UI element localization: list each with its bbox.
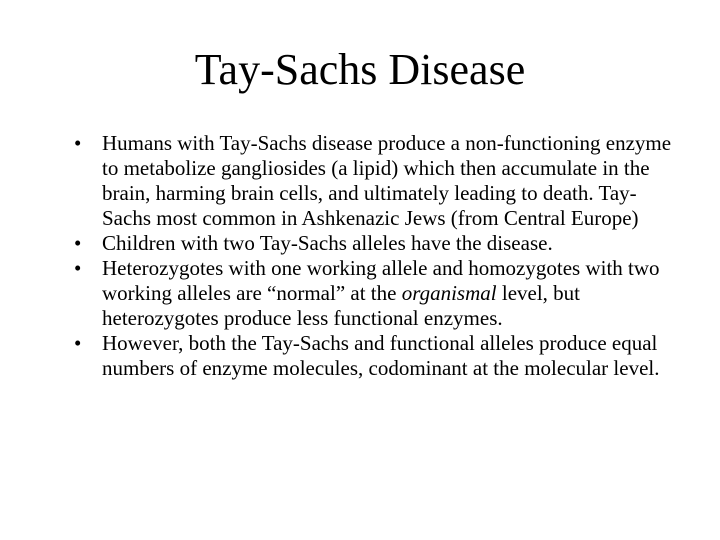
bullet-text-3-after: level, but heterozygotes produce less functional enzymes. xyxy=(102,281,581,330)
bullet-text-4: However, both the Tay-Sachs and functional alleles produce equal numbers of enzyme molecules, codominant at the molecular level. xyxy=(102,331,660,380)
bullet-icon: • xyxy=(74,231,82,255)
bullet-item-4 xyxy=(74,331,684,381)
bullet-text-3-before: Heterozygotes with one working allele and homozygotes with two working alleles are “normal” at the xyxy=(102,256,660,305)
bullet-item-1 xyxy=(74,131,684,231)
bullet-icon: • xyxy=(74,331,82,355)
bullet-icon: • xyxy=(74,256,82,280)
bullet-icon: • xyxy=(74,131,82,155)
bullet-text-2: Children with two Tay-Sachs alleles have the disease. xyxy=(102,231,553,255)
bullet-item-3 xyxy=(74,256,684,331)
bullet-list xyxy=(74,131,684,381)
bullet-text-3-emphasis: organismal xyxy=(401,281,497,305)
bullet-item-2 xyxy=(74,231,684,256)
slide-title: Tay-Sachs Disease xyxy=(194,45,526,94)
bullet-text-1: Humans with Tay-Sachs disease produce a non-functioning enzyme to metabolize gangliosides (a lipid) which then accumulate in the brain, harming brain cells, and ultimately leading to death. Tay-Sachs most common in Ashkenazic Jews (from Central Europe) xyxy=(102,131,672,230)
